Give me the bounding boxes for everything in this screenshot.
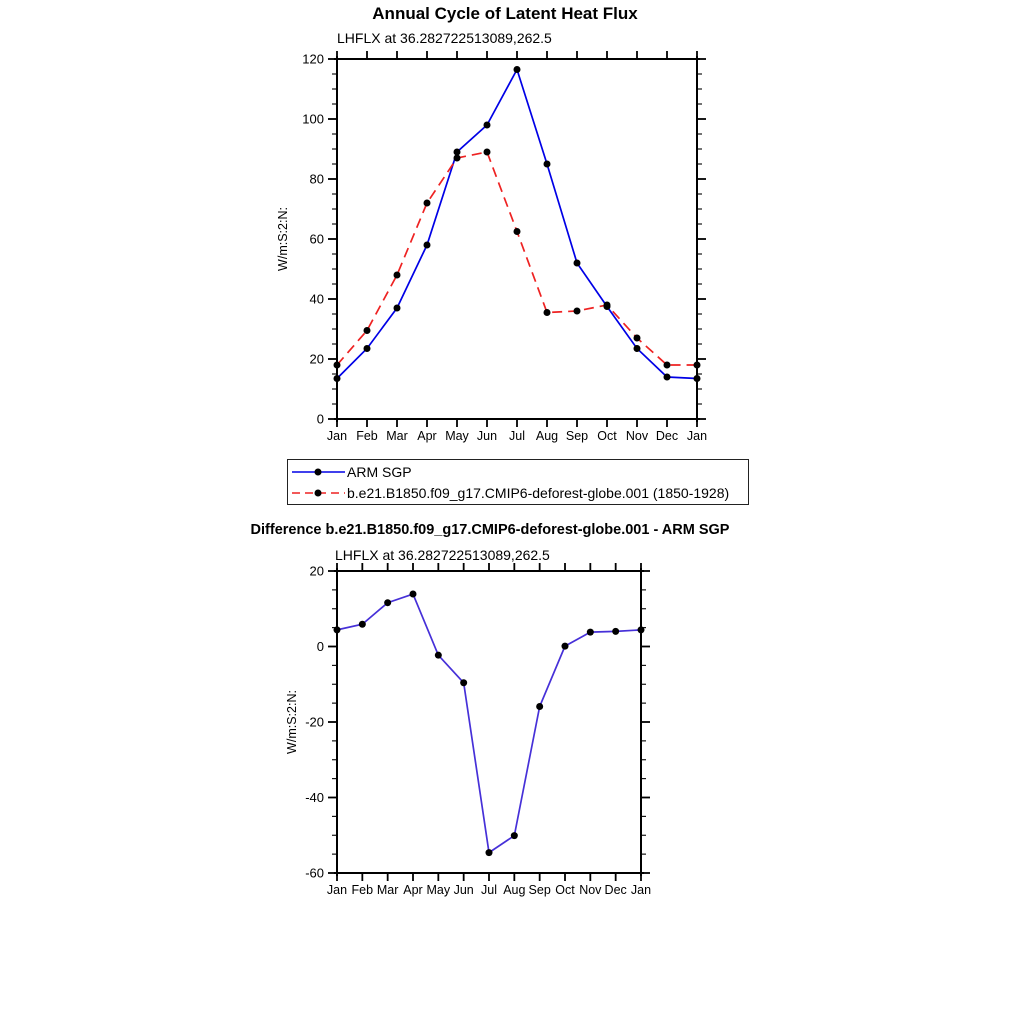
data-point [334, 375, 341, 382]
chart1-subtitle: LHFLX at 36.282722513089,262.5 [337, 30, 552, 46]
data-point [364, 327, 371, 334]
data-point [394, 272, 401, 279]
data-point [484, 122, 491, 129]
chart1-legend [287, 459, 749, 505]
data-point [664, 362, 671, 369]
data-point [454, 149, 461, 156]
x-tick-label: Aug [535, 429, 559, 443]
data-point [664, 374, 671, 381]
x-tick-label: Jul [509, 429, 525, 443]
data-point [562, 643, 569, 650]
x-tick-label: Jan [686, 429, 708, 443]
x-tick-label: Jan [326, 429, 348, 443]
data-point [514, 66, 521, 73]
y-tick-label: 80 [309, 171, 324, 187]
y-tick-label: 20 [309, 351, 324, 367]
x-tick-label: Apr [417, 429, 437, 443]
data-point [587, 629, 594, 636]
x-tick-label: Feb [351, 883, 374, 897]
x-tick-label: Nov [625, 429, 649, 443]
y-tick-label: 0 [316, 639, 324, 654]
series-line-0 [337, 70, 697, 379]
y-tick-label: 100 [302, 111, 324, 127]
x-tick-label: Mar [376, 883, 399, 897]
x-tick-label: Aug [503, 883, 526, 897]
data-point [544, 161, 551, 168]
data-point [694, 375, 701, 382]
data-point [604, 302, 611, 309]
legend-label-arm-sgp: ARM SGP [347, 463, 412, 480]
x-tick-label: Sep [528, 883, 551, 897]
x-tick-label: Sep [565, 429, 589, 443]
data-point [410, 591, 417, 598]
legend-label-deforest: b.e21.B1850.f09_g17.CMIP6-deforest-globe.001 (1850-1928) [347, 484, 730, 501]
data-point [536, 703, 543, 710]
y-tick-label: 60 [309, 231, 324, 247]
legend-item-deforest [291, 482, 748, 503]
legend-line-sample-dashed-icon [291, 487, 346, 499]
x-tick-label: Feb [356, 429, 378, 443]
y-tick-label: -20 [305, 714, 324, 730]
data-point [634, 335, 641, 342]
series-line-1 [337, 152, 697, 365]
x-tick-label: Dec [655, 429, 679, 443]
data-point [634, 345, 641, 352]
data-point [454, 155, 461, 162]
data-point [364, 345, 371, 352]
data-point [424, 242, 431, 249]
data-point [460, 679, 467, 686]
legend-line-sample-solid-icon [291, 466, 346, 478]
data-point [384, 599, 391, 606]
x-tick-label: Jan [326, 883, 348, 897]
x-tick-label: Oct [555, 883, 575, 897]
x-tick-label: Mar [386, 429, 408, 443]
data-point [424, 200, 431, 207]
data-point [638, 626, 645, 633]
y-tick-label: -60 [305, 865, 324, 881]
data-point [334, 362, 341, 369]
data-point [544, 309, 551, 316]
series-line-0 [337, 594, 641, 853]
x-tick-label: Apr [403, 883, 423, 897]
chart1-title: Annual Cycle of Latent Heat Flux [372, 4, 638, 23]
data-point [694, 362, 701, 369]
data-point [574, 260, 581, 267]
data-point [514, 228, 521, 235]
y-tick-label: -40 [305, 790, 324, 805]
y-tick-label: 40 [309, 291, 324, 307]
data-point [486, 849, 493, 856]
data-point [394, 305, 401, 312]
x-tick-label: Nov [579, 883, 602, 897]
x-tick-label: Oct [597, 429, 617, 443]
data-point [359, 621, 366, 628]
x-tick-label: Jun [476, 429, 498, 443]
y-tick-label: 20 [309, 563, 324, 579]
y-tick-label: 120 [302, 51, 324, 67]
legend-item-arm-sgp [291, 461, 748, 482]
chart2-subtitle: LHFLX at 36.282722513089,262.5 [335, 547, 550, 563]
x-tick-label: May [426, 883, 451, 897]
x-tick-label: Dec [604, 883, 627, 897]
data-point [484, 149, 491, 156]
x-tick-label: Jan [630, 883, 652, 897]
chart2-y-axis-label: W/m:S:2:N: [285, 690, 299, 754]
chart1-y-axis-label: W/m:S:2:N: [276, 207, 290, 271]
x-tick-label: May [445, 429, 469, 443]
data-point [574, 308, 581, 315]
x-tick-label: Jul [481, 883, 497, 897]
chart2-title: Difference b.e21.B1850.f09_g17.CMIP6-deforest-globe.001 - ARM SGP [250, 522, 730, 538]
y-tick-label: 0 [316, 411, 324, 427]
data-point [612, 628, 619, 635]
data-point [334, 626, 341, 633]
data-point [435, 652, 442, 659]
data-point [511, 832, 518, 839]
x-tick-label: Jun [453, 883, 474, 897]
